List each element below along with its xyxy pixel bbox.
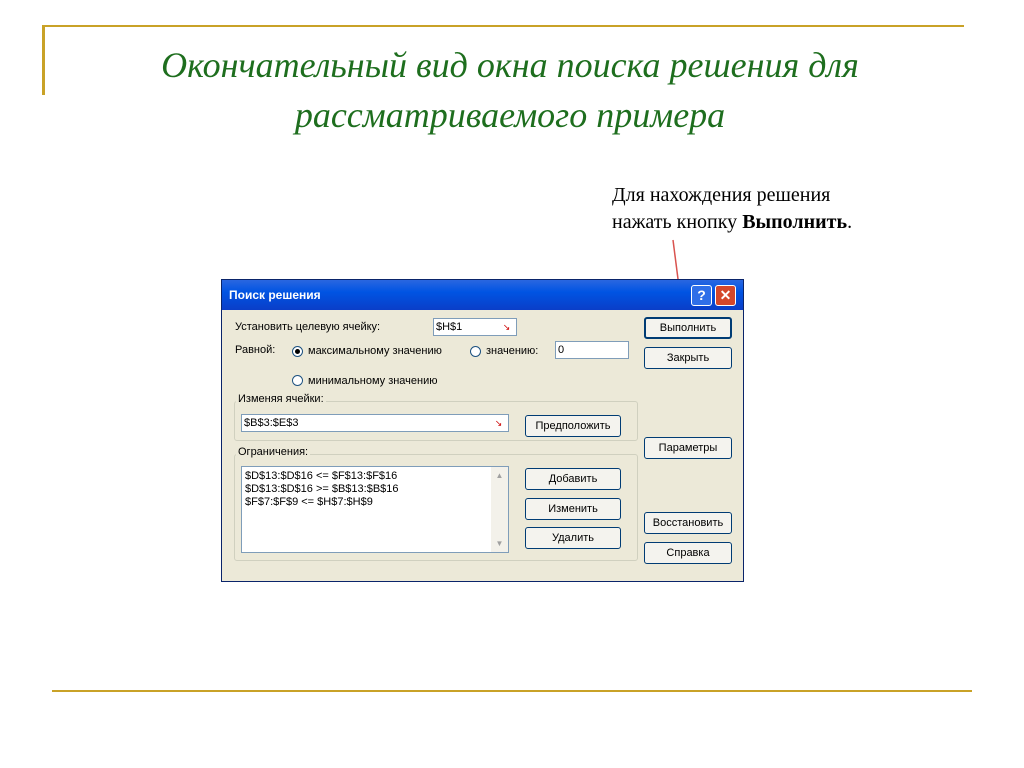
target-cell-label: Установить целевую ячейку: [235, 321, 381, 333]
note-line-1: Для нахождения решения [612, 184, 831, 206]
solver-dialog [221, 279, 744, 582]
left-decor-line [42, 25, 45, 95]
add-button[interactable]: Добавить [525, 468, 621, 490]
radio-min[interactable] [292, 375, 303, 386]
help-icon[interactable]: ? [691, 285, 712, 306]
value-of-input[interactable]: 0 [555, 341, 629, 359]
changing-cells-label: Изменяя ячейки: [238, 393, 324, 405]
constraints-list[interactable] [241, 466, 509, 553]
equal-to-label: Равной: [235, 344, 276, 356]
radio-max[interactable] [292, 346, 303, 357]
constraints-scrollbar[interactable] [491, 467, 508, 552]
close-button[interactable]: Закрыть [644, 347, 732, 369]
close-icon[interactable]: ✕ [715, 285, 736, 306]
instruction-note [612, 182, 932, 236]
constraints-label: Ограничения: [238, 446, 309, 458]
change-button[interactable]: Изменить [525, 498, 621, 520]
collapse-dialog-icon[interactable]: ↘ [502, 322, 511, 332]
list-item[interactable]: $D$13:$D$16 <= $F$13:$F$16 [245, 470, 398, 482]
note-line-2: нажать кнопку Выполнить. [612, 211, 853, 233]
top-decor-line [42, 25, 964, 27]
list-item[interactable]: $D$13:$D$16 >= $B$13:$B$16 [245, 483, 399, 495]
guess-button[interactable]: Предположить [525, 415, 621, 437]
collapse-dialog-icon[interactable]: ↘ [494, 418, 503, 428]
dialog-titlebar[interactable] [222, 280, 743, 310]
slide-title: Окончательный вид окна поиска решения для рассматриваемого примера [161, 45, 859, 135]
solve-button[interactable]: Выполнить [644, 317, 732, 339]
radio-max-label[interactable]: максимальному значению [308, 345, 442, 357]
scroll-up-icon[interactable]: ▲ [495, 471, 504, 480]
radio-min-label[interactable]: минимальному значению [308, 375, 438, 387]
radio-value-of[interactable] [470, 346, 481, 357]
options-button[interactable]: Параметры [644, 437, 732, 459]
help-button[interactable]: Справка [644, 542, 732, 564]
radio-value-of-label[interactable]: значению: [486, 345, 539, 357]
changing-cells-input[interactable]: $B$3:$E$3 [241, 414, 509, 432]
list-item[interactable]: $F$7:$F$9 <= $H$7:$H$9 [245, 496, 373, 508]
dialog-title: Поиск решения [229, 288, 321, 302]
scroll-down-icon[interactable]: ▼ [495, 539, 504, 548]
note-bold-word: Выполнить [742, 211, 848, 233]
target-cell-input[interactable]: $H$1 [433, 318, 517, 336]
bottom-decor-line [52, 690, 972, 692]
reset-all-button[interactable]: Восстановить [644, 512, 732, 534]
delete-button[interactable]: Удалить [525, 527, 621, 549]
